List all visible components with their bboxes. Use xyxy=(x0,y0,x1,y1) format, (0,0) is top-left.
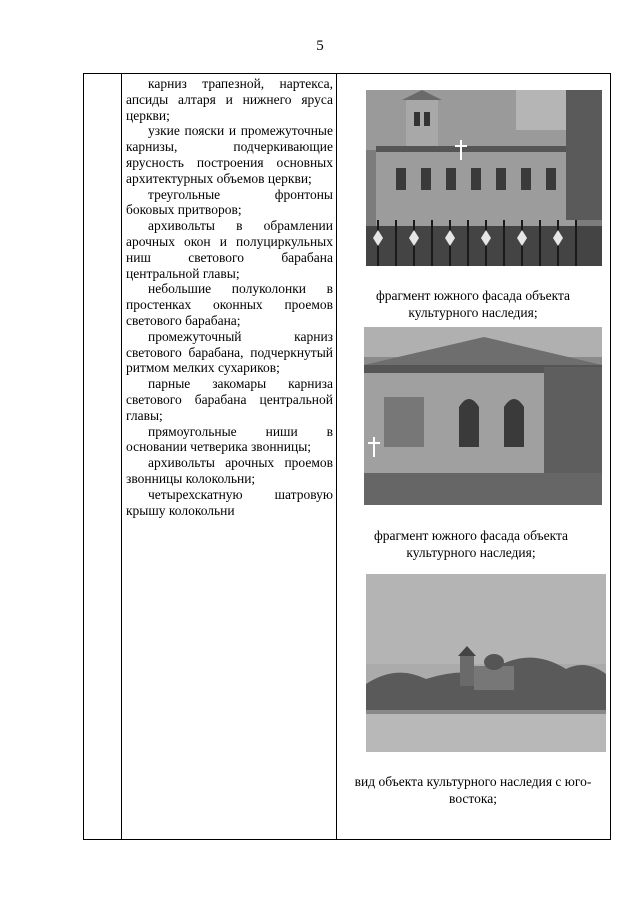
photo-caption: фрагмент южного фасада объекта культурного наследия; xyxy=(373,528,569,560)
photo-caption: вид объекта культурного наследия с юго-востока; xyxy=(354,774,592,806)
church-view-photo xyxy=(366,574,606,752)
feature-item: узкие пояски и промежуточные карнизы, подчеркивающие ярусность построения основных архитектурных объемов церкви; xyxy=(126,123,333,186)
page-number: 5 xyxy=(316,38,324,54)
feature-item: небольшие полуколонки в простенках оконных проемов светового барабана; xyxy=(126,281,333,328)
feature-item: парные закомары карниза светового барабана центральной главы; xyxy=(126,376,333,423)
feature-item: архивольты арочных проемов звонницы колокольни; xyxy=(126,455,333,486)
feature-item: прямоугольные ниши в основании четверика звонницы; xyxy=(126,423,333,455)
feature-item: промежуточный карниз светового барабана, подчеркнутый ритмом мелких сухариков; xyxy=(126,328,333,376)
features-list xyxy=(122,76,335,518)
church-facade-photo xyxy=(364,327,602,505)
feature-item: архивольты в обрамлении арочных окон и полуциркульных ниш светового барабана центральной главы; xyxy=(126,218,333,281)
photo-caption: фрагмент южного фасада объекта культурного наследия; xyxy=(375,288,571,320)
feature-item: треугольные фронтоны боковых притворов; xyxy=(126,186,333,218)
church-facade-photo xyxy=(366,90,602,266)
feature-item: четырехскатную шатровую крышу колокольни xyxy=(126,486,333,518)
feature-item: карниз трапезной, нартекса, апсиды алтаря и нижнего яруса церкви; xyxy=(126,76,333,123)
column-divider xyxy=(336,74,337,839)
